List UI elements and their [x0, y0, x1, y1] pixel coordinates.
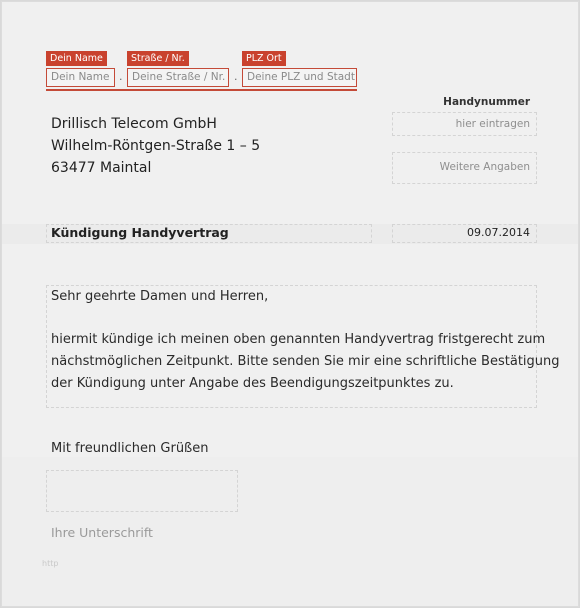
subject-text: Kündigung Handyvertrag — [51, 225, 229, 240]
phone-number-placeholder: hier eintragen — [455, 118, 530, 130]
phone-number-label: Handynummer — [443, 96, 530, 108]
signature-placeholder: Ihre Unterschrift — [51, 525, 153, 540]
more-info-placeholder: Weitere Angaben — [439, 161, 530, 173]
sender-city-label: PLZ Ort — [242, 51, 286, 66]
date-text: 09.07.2014 — [467, 226, 530, 239]
recipient-line-3: 63477 Maintal — [51, 160, 152, 176]
greeting: Sehr geehrte Damen und Herren, — [51, 289, 269, 304]
body-line-2: nächstmöglichen Zeitpunkt. Bitte senden Sie mir eine schriftliche Bestätigung — [51, 354, 560, 369]
sender-underline — [46, 89, 357, 91]
recipient-line-1: Drillisch Telecom GmbH — [51, 116, 217, 132]
sender-name-field[interactable]: Dein Name — [46, 68, 115, 87]
closing: Mit freundlichen Grüßen — [51, 441, 209, 456]
sender-separator: · — [119, 73, 123, 86]
sender-street-label: Straße / Nr. — [127, 51, 189, 66]
letter-page — [1, 1, 579, 607]
sender-name-label: Dein Name — [46, 51, 107, 66]
sender-separator: · — [234, 73, 238, 86]
sender-city-field[interactable]: Deine PLZ und Stadt — [242, 68, 357, 87]
sender-street-field[interactable]: Deine Straße / Nr. — [127, 68, 229, 87]
recipient-line-2: Wilhelm-Röntgen-Straße 1 – 5 — [51, 138, 261, 154]
body-line-3: der Kündigung unter Angabe des Beendigungszeitpunktes zu. — [51, 376, 454, 391]
footer-text: http — [42, 559, 59, 568]
body-line-1: hiermit kündige ich meinen oben genannten Handyvertrag fristgerecht zum — [51, 332, 546, 347]
signature-field[interactable] — [46, 470, 238, 512]
